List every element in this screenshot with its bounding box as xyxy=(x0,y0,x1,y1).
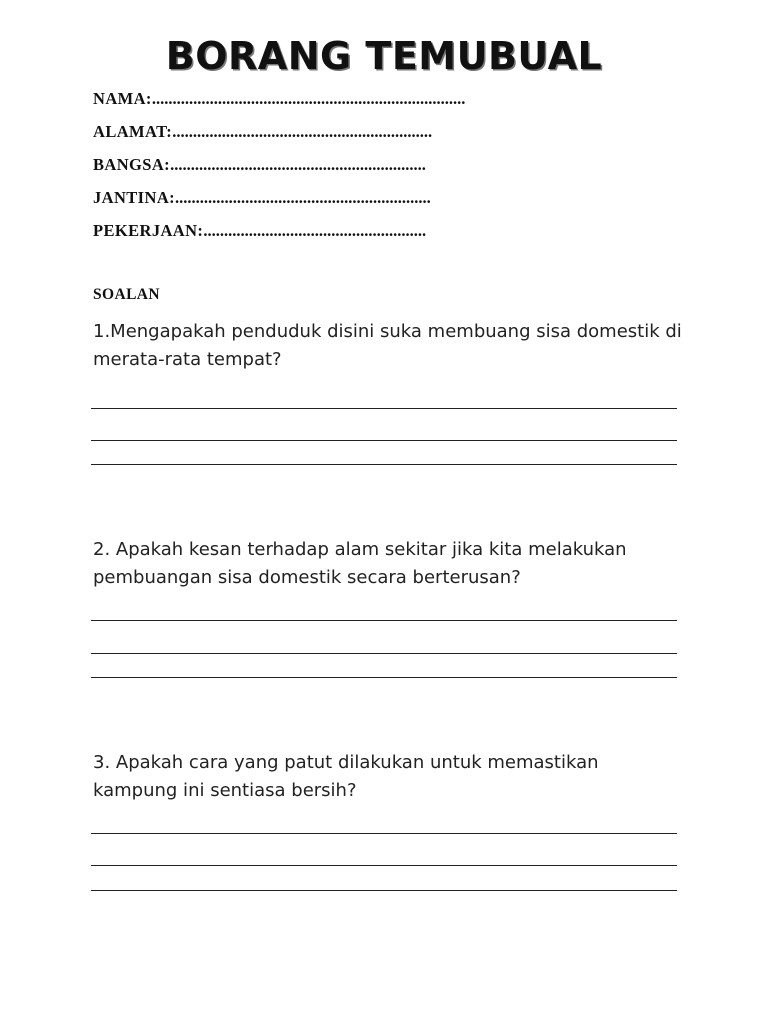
answer-line-3b[interactable] xyxy=(91,865,677,866)
question-2: 2. Apakah kesan terhadap alam sekitar jika kita melakukan pembuangan sisa domestik secara berterusan? xyxy=(93,539,627,588)
field-alamat[interactable] xyxy=(93,121,432,143)
answer-line-2c[interactable] xyxy=(91,677,677,678)
field-dots-jantina: .............................................................. xyxy=(175,188,431,207)
question-1: 1.Mengapakah penduduk disini suka membuang sisa domestik di merata-rata tempat? xyxy=(93,321,682,370)
question-3: 3. Apakah cara yang patut dilakukan untuk memastikan kampung ini sentiasa bersih? xyxy=(93,752,599,801)
answer-line-1b[interactable] xyxy=(91,440,677,441)
form-title: BORANG TEMUBUAL xyxy=(165,34,603,78)
answer-line-3c[interactable] xyxy=(91,890,677,891)
field-label-nama: NAMA: xyxy=(93,89,152,108)
answer-line-1a[interactable] xyxy=(91,408,677,409)
field-dots-alamat: ............................................................... xyxy=(172,122,433,141)
answer-line-2b[interactable] xyxy=(91,653,677,654)
field-label-pekerjaan: PEKERJAAN: xyxy=(93,221,204,240)
field-label-jantina: JANTINA: xyxy=(93,188,176,207)
field-label-alamat: ALAMAT: xyxy=(93,122,173,141)
answer-line-1c[interactable] xyxy=(91,464,677,465)
field-pekerjaan[interactable] xyxy=(93,220,426,242)
field-label-bangsa: BANGSA: xyxy=(93,155,171,174)
answer-line-3a[interactable] xyxy=(91,833,677,834)
answer-line-2a[interactable] xyxy=(91,620,677,621)
field-nama[interactable] xyxy=(93,88,465,110)
field-dots-bangsa: .............................................................. xyxy=(170,155,426,174)
field-dots-nama: ............................................................................ xyxy=(151,89,466,108)
field-dots-pekerjaan: ...................................................... xyxy=(203,221,427,240)
section-heading-soalan: SOALAN xyxy=(93,286,160,303)
field-bangsa[interactable] xyxy=(93,154,426,176)
field-jantina[interactable] xyxy=(93,187,431,209)
